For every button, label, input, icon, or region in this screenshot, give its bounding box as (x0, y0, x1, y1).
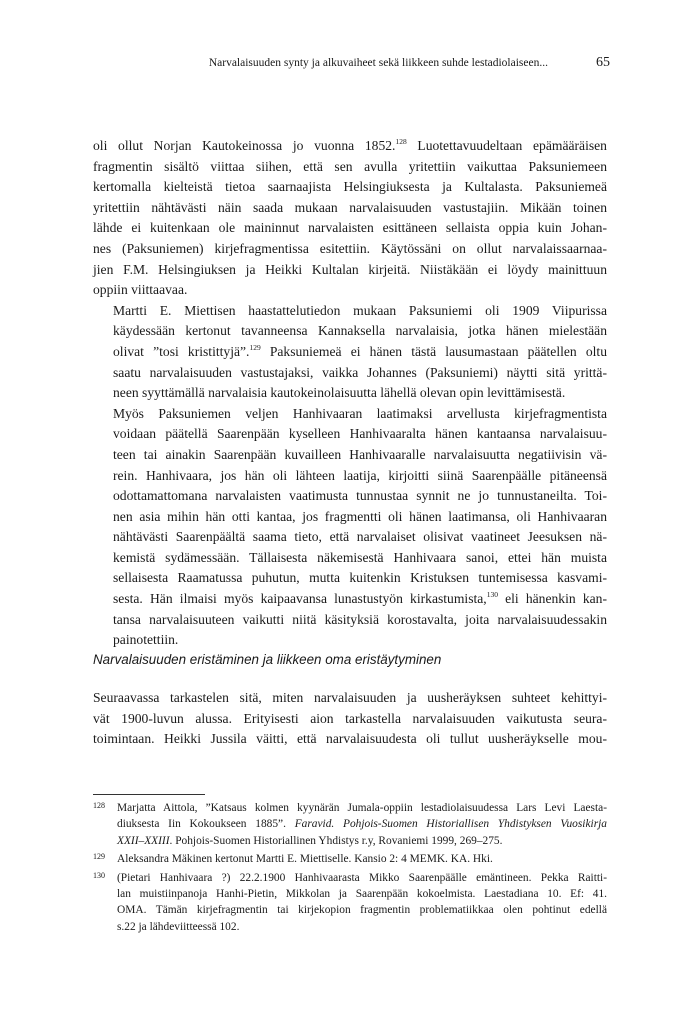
text-line (93, 466, 607, 487)
text-run: painotettiin. (113, 632, 179, 648)
text-line (117, 902, 607, 918)
text-line (117, 886, 607, 902)
section-heading: Narvalaisuuden eristäminen ja liikkeen oma eristäytyminen (93, 652, 442, 667)
text-run: (Pietari Hanhivaara ?) 22.2.1900 Hanhivaarasta Mikko Saarenpäälle emäntineen. Pekka Raitti- (117, 871, 607, 884)
footnote-number: 129 (93, 852, 105, 862)
text-run: Myös Paksuniemen veljen Hanhivaaran laatimaksi arvellusta kirjefragmentista (113, 405, 607, 421)
footnote-number: 130 (93, 870, 105, 880)
text-run: saatu narvalaisuuden vastustajaksi, vaikka Johannes (Paksuniemi) näytti sitä yrittä- (113, 364, 607, 380)
footnote-reference[interactable]: 130 (486, 590, 498, 600)
text-line (93, 177, 607, 198)
text-line (93, 280, 607, 301)
text-run: s.22 ja lähdeviitteessä 102. (117, 920, 240, 933)
text-run: tansa narvalaisuuteen vaikutti niitä käsityksiä korostavalta, joita narvalaisuudessakin (113, 611, 607, 627)
footnotes (93, 800, 607, 937)
text-run: Paksuniemeä ei hänen tästä lausumastaan päätellen oltu (260, 343, 607, 359)
footnote-text (117, 851, 607, 867)
text-run: Martti E. Miettisen haastattelutiedon mukaan Paksuniemi oli 1909 Viipurissa (113, 302, 607, 318)
text-line (93, 342, 607, 363)
text-run: nes (Paksuniemen) kirjefragmentissa esitettiin. Käytössäni on ollut narvalaissaarnaa- (93, 240, 607, 256)
body-text (93, 136, 607, 651)
text-run: jien F.M. Helsingiuksen ja Heikki Kultalan kirjeitä. Niistäkään ei löydy mainittuun (93, 261, 607, 277)
text-line: toimintaan. Heikki Jussila väitti, että narvalaisuudesta oli tullut uusheräykselle mou- (93, 731, 607, 747)
running-title: Narvalaisuuden synty ja alkuvaiheet sekä liikkeen suhde lestadiolaiseen... (208, 57, 548, 69)
text-line (93, 548, 607, 569)
footnote-separator (93, 794, 205, 795)
footnote (93, 851, 607, 867)
text-run: olivat ”tosi kristittyjä”. (113, 343, 250, 359)
text-run: nähtävästi Saarenpäältä saama tieto, että narvalaiset olisivat vaatineet Jeesuksen nä- (113, 529, 607, 545)
running-head (92, 57, 610, 75)
text-run: eli hänenkin kan- (497, 591, 607, 607)
text-run: fragmentin sisältö viittaa siihen, että sen avulla yritettiin vaikuttaa Paksuniemeen (93, 158, 607, 174)
text-run: teen tai ainakin Saarenpään kuvailleen Hanhivaaralle narvalaisuutta negatiivisin vä- (113, 446, 607, 462)
text-line (93, 383, 607, 404)
text-run: Marjatta Aittola, ”Katsaus kolmen kyynärän Jumala-oppiin lestadiolaisuudessa Lars Levi Laesta- (117, 802, 607, 814)
text-run: Luotettavuudeltaan epämääräisen (406, 138, 607, 153)
text-line (93, 239, 607, 260)
footnote-number: 128 (93, 801, 105, 810)
text-line: Seuraavassa tarkastelen sitä, miten narvalaisuuden ja uusheräyksen suhteet kehittyi- (93, 690, 607, 705)
footnote-reference[interactable]: 128 (395, 137, 407, 146)
text-line (117, 851, 607, 867)
footnote-reference[interactable]: 129 (249, 342, 261, 352)
italic-title: XXII–XXIII (117, 834, 170, 847)
text-line (93, 321, 607, 342)
italic-title: Faravid. Pohjois-Suomen Historiallisen Yhdistyksen Vuosikirja (294, 818, 607, 831)
text-line (93, 404, 607, 425)
text-line (93, 568, 607, 589)
text-run: lähde ei kuitenkaan ole maininnut narvalaisten esittäneen sellaista oppia kuin Johan- (93, 220, 607, 236)
text-run: diuksesta Iin Kokoukseen 1885”. (117, 818, 295, 831)
text-line (117, 816, 607, 832)
text-line (93, 136, 607, 157)
text-run: sesta. Hän ilmaisi myös kaipaavansa lunastustyön kirkastumista, (113, 591, 487, 607)
text-line (117, 833, 607, 849)
text-line (93, 301, 607, 322)
section-body-text (93, 688, 607, 750)
text-line (93, 527, 607, 548)
footnote (93, 800, 607, 849)
text-run: käydessään kertonut tavanneensa Kannaksella narvalaisia, jotka hänen mielestään (113, 323, 607, 339)
text-line (93, 424, 607, 445)
text-line (93, 507, 607, 528)
text-line (93, 260, 607, 281)
paragraph (93, 688, 607, 750)
text-line (93, 157, 607, 178)
paragraph (93, 301, 607, 404)
footnote-text (117, 870, 607, 936)
text-run: OMA. Tämän kirjefragmentin tai kirjekopion fragmentin problematiikkaa olen pohtinut edellä (117, 904, 607, 917)
page-number: 65 (596, 55, 610, 70)
text-run: . Pohjois-Suomen Historiallinen Yhdistys r.y, Rovaniemi 1999, 269–275. (169, 834, 503, 847)
footnote (93, 870, 607, 936)
text-run: nen asia mihin hän otti kantaa, jos fragmentti oli hänen laatimansa, oli Hanhivaaran (113, 508, 607, 524)
text-line (93, 486, 607, 507)
text-run: rein. Hanhivaara, jos hän oli lähteen laatija, kirjoitti siinä Saarenpäälle pitäneensä (113, 467, 607, 483)
text-line (93, 589, 607, 610)
text-run: kertomalla kielteistä tietoa saarnaajista Helsingiuksesta ja Kultalasta. Paksuniemeä (93, 179, 607, 195)
text-line (93, 198, 607, 219)
paragraph (93, 404, 607, 651)
text-run: kemistä sydämessään. Tällaisesta näkemisestä Hanhivaara sanoi, ettei hän muista (113, 549, 607, 565)
text-run: Aleksandra Mäkinen kertonut Martti E. Miettiselle. Kansio 2: 4 MEMK. KA. Hki. (117, 853, 493, 866)
paragraph (93, 136, 607, 301)
footnote-text (117, 800, 607, 849)
text-line (117, 919, 607, 935)
text-run: odottamattomana narvalaisten vaatimusta tunnustaa synnit ne jo tunnustaneilta. Toi- (113, 488, 607, 504)
text-run: voidaan päätellä Saarenpään kyselleen Hanhivaaralta hänen kantaansa narvalaisuu- (113, 426, 607, 442)
text-run: lan muistiinpanoja Hanhi-Pietin, Mikkolan ja Saarenpään kokoelmista. Laestadiana 10. Ef: 41. (117, 888, 607, 901)
text-line (93, 630, 607, 651)
text-run: oppiin viittaavaa. (93, 282, 188, 298)
text-line (117, 800, 607, 816)
text-line (93, 363, 607, 384)
text-line (93, 218, 607, 239)
text-line (117, 870, 607, 886)
text-run: neen syyttämällä narvalaisia kautokeinolaisuutta lähellä olevan opin levittämisestä. (113, 385, 566, 401)
text-line: vät 1900-luvun alussa. Erityisesti aion tarkastella narvalaisuuden vaikutusta seura- (93, 710, 607, 726)
text-line (93, 445, 607, 466)
text-line (93, 610, 607, 631)
text-run: oli ollut Norjan Kautokeinossa jo vuonna 1852. (93, 138, 396, 153)
text-run: yritettiin nähtävästi näin saada mukaan narvalaisuuden vastustajiin. Mikään toinen (93, 199, 607, 215)
text-run: sellaisesta Raamatussa puhutun, mutta kuitenkin Kristuksen tuntemisessa kasvami- (113, 570, 607, 586)
